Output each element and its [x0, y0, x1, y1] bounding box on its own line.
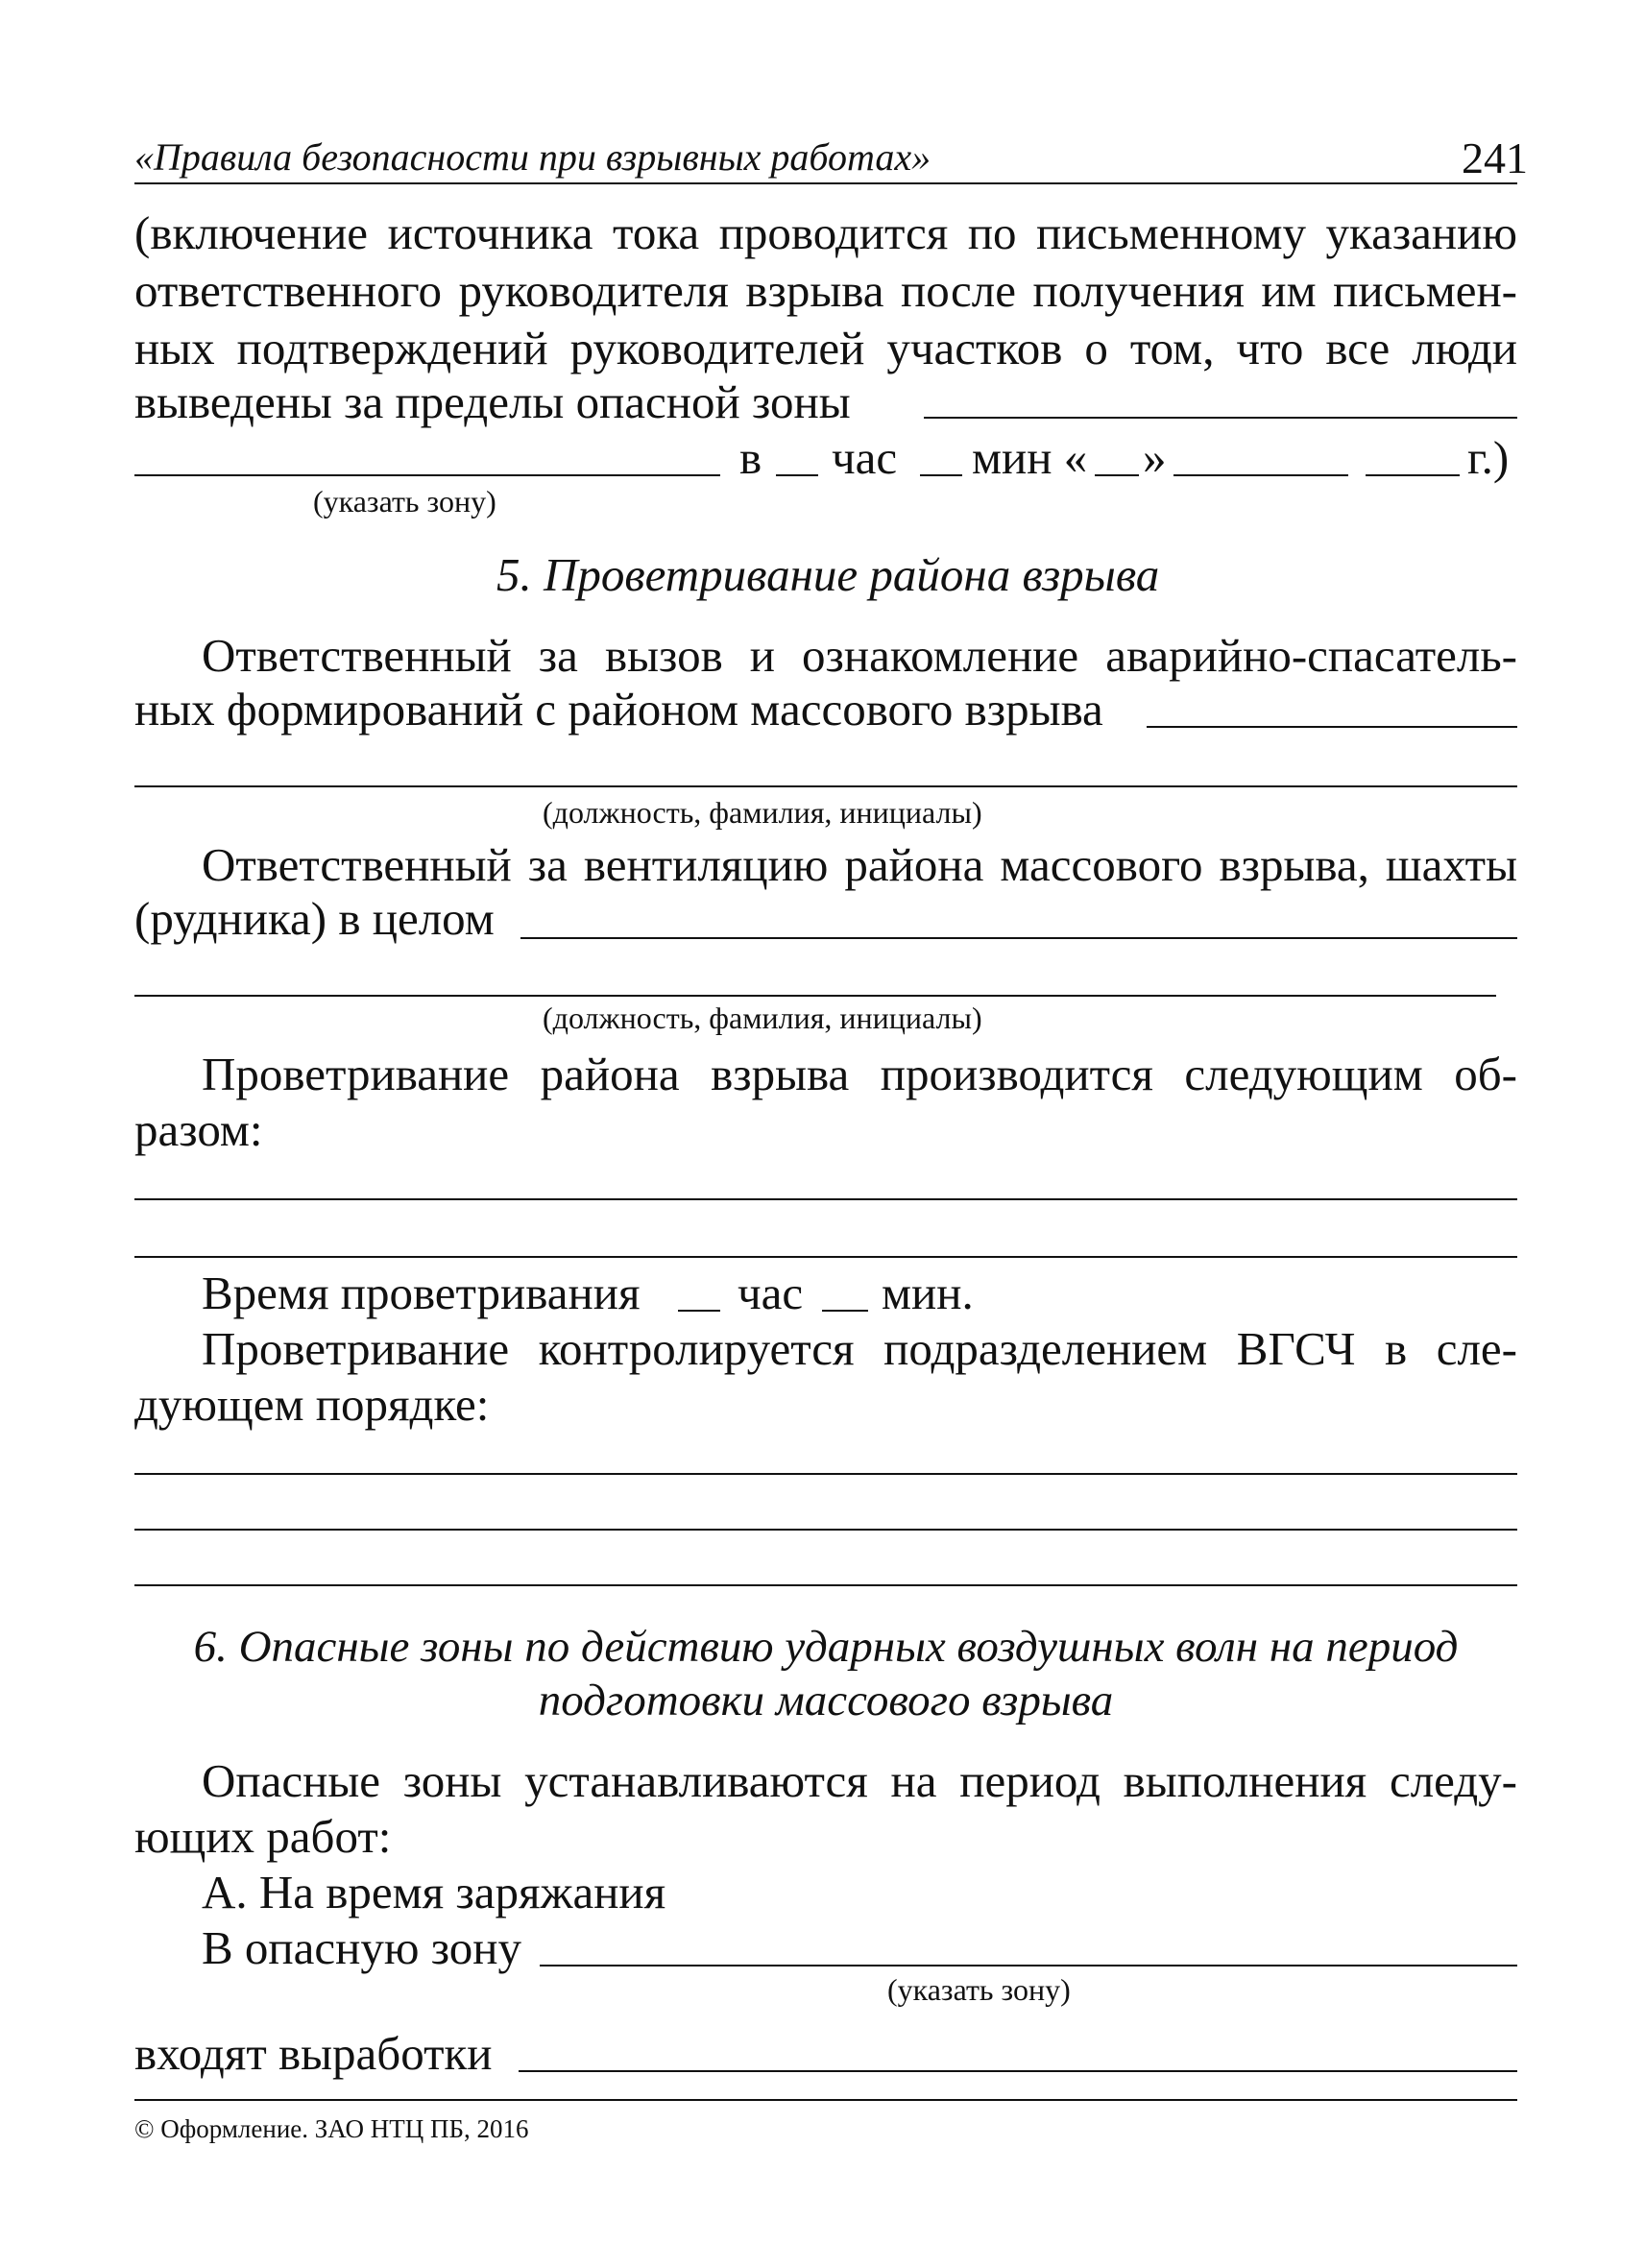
list-item-a: А. На время заряжания: [202, 1866, 666, 1918]
fill-in-blank: [134, 785, 1517, 787]
fill-in-blank: [134, 474, 720, 476]
word-v: в: [739, 431, 762, 484]
fill-in-blank: [134, 1256, 1517, 1258]
paragraph-line: дующем порядке:: [134, 1378, 490, 1431]
fill-in-blank: [1147, 726, 1517, 728]
fill-in-blank: [924, 417, 1517, 419]
paragraph-line: ющих работ:: [134, 1810, 392, 1863]
page-number: 241: [1462, 133, 1528, 182]
fill-in-blank: [520, 937, 1517, 939]
caption-zone: (указать зону): [887, 1972, 1071, 2007]
fill-in-blank: [1095, 474, 1139, 476]
caption-zone: (указать зону): [313, 484, 496, 519]
footer-copyright: © Оформление. ЗАО НТЦ ПБ, 2016: [134, 2114, 529, 2143]
footer-rule: [134, 2099, 1517, 2101]
fill-in-blank: [134, 1584, 1517, 1586]
paragraph-line: Проветривание контролируется подразделением ВГСЧ в сле-: [202, 1322, 1517, 1375]
paragraph-line: (включение источника тока проводится по письменному указанию: [134, 206, 1517, 259]
fill-in-blank: [540, 1965, 1517, 1966]
section-heading: 5. Проветривание района взрыва: [496, 548, 1160, 601]
paragraph-line: ных формирований с районом массового взрыва: [134, 683, 1103, 736]
time-chas: час: [738, 1267, 804, 1319]
time-min: мин.: [882, 1267, 974, 1319]
header-rule: [134, 182, 1517, 184]
fill-in-blank: [519, 2070, 1517, 2072]
zone-label: В опасную зону: [202, 1921, 522, 1974]
paragraph-line: ных подтверждений руководителей участков о том, что все люди: [134, 322, 1517, 374]
paragraph-line: (рудника) в целом: [134, 892, 495, 945]
fill-in-blank: [776, 474, 818, 476]
section-heading: 6. Опасные зоны по действию ударных воздушных волн на период: [193, 1622, 1459, 1672]
fill-in-blank: [678, 1310, 720, 1312]
paragraph-line: Опасные зоны устанавливаются на период выполнения следу-: [202, 1754, 1517, 1807]
fill-in-blank: [134, 1473, 1517, 1475]
workings-label: входят выработки: [134, 2027, 493, 2080]
quote-close: »: [1143, 431, 1167, 484]
fill-in-blank: [134, 1529, 1517, 1531]
word-min: мин «: [972, 431, 1088, 484]
fill-in-blank: [920, 474, 962, 476]
time-label: Время проветривания: [202, 1267, 641, 1319]
paragraph-line: выведены за пределы опасной зоны: [134, 375, 851, 428]
caption-position-name: (должность, фамилия, инициалы): [543, 1001, 982, 1035]
fill-in-blank: [1366, 474, 1460, 476]
section-heading: подготовки массового взрыва: [538, 1676, 1114, 1725]
fill-in-blank: [134, 995, 1496, 997]
paragraph-line: Ответственный за вызов и ознакомление аварийно-спасатель-: [202, 629, 1517, 682]
running-header-title: «Правила безопасности при взрывных работах»: [134, 135, 931, 179]
paragraph-line: ответственного руководителя взрыва после получения им письмен-: [134, 264, 1517, 317]
fill-in-blank: [822, 1310, 868, 1312]
caption-position-name: (должность, фамилия, инициалы): [543, 795, 982, 830]
paragraph-line: Ответственный за вентиляцию района массового взрыва, шахты: [202, 838, 1517, 891]
paragraph-line: Проветривание района взрыва производится следующим об-: [202, 1048, 1517, 1100]
fill-in-blank: [1173, 474, 1348, 476]
paragraph-line: разом:: [134, 1103, 263, 1156]
word-year: г.): [1467, 431, 1510, 484]
word-chas: час: [832, 431, 898, 484]
fill-in-blank: [134, 1198, 1517, 1200]
